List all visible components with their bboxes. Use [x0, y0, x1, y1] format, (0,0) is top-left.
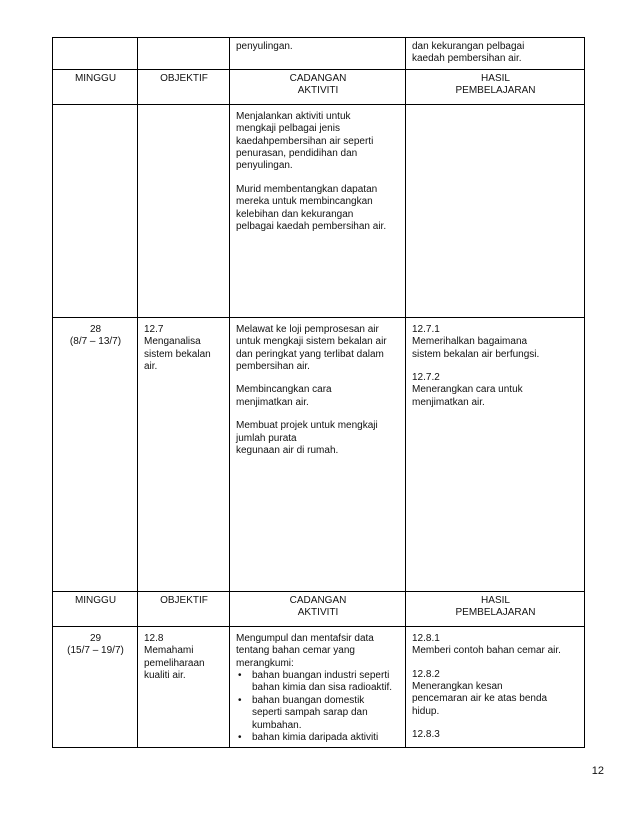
- bullet-icon: •: [238, 694, 242, 706]
- page-number: 12: [591, 765, 604, 777]
- header-cadangan-aktiviti: [230, 591, 406, 626]
- outcome-code: 12.8.1: [412, 632, 440, 644]
- lesson-plan-table: [52, 37, 585, 748]
- cell-objective: [138, 626, 230, 748]
- cell-week: [53, 104, 138, 317]
- header-label: MINGGU: [74, 72, 117, 84]
- week-number: 28: [89, 323, 102, 335]
- cell-objective: [138, 317, 230, 591]
- cell-activity: [230, 38, 406, 70]
- cell-empty: [138, 38, 230, 70]
- cell-empty: [53, 38, 138, 70]
- outcome-text: Menerangkan kesan pencemaran air ke atas benda hidup.: [412, 681, 548, 717]
- header-objektif: [138, 69, 230, 104]
- pollutant-list: [236, 670, 400, 744]
- header-label: CADANGAN AKTIVITI: [289, 594, 347, 619]
- activity-paragraph: Membincangkan cara menjimatkan air.: [236, 384, 332, 408]
- activity-intro: Mengumpul dan mentafsir data tentang bahan cemar yang merangkumi:: [236, 632, 374, 669]
- cell-outcome: [406, 104, 585, 317]
- list-item-text: bahan buangan domestik seperti sampah sarap dan kumbahan.: [252, 694, 368, 731]
- cell-outcome: [406, 626, 585, 748]
- activity-paragraph: Menjalankan aktiviti untuk mengkaji pelbagai jenis kaedahpembersihan air seperti penurasan, pendidihan dan penyulingan.: [236, 110, 374, 172]
- cell-activity: [230, 626, 406, 748]
- outcome-text: Memberi contoh bahan cemar air.: [412, 645, 561, 657]
- objective-code: 12.7: [144, 323, 164, 335]
- outcome-code: 12.8.3: [412, 729, 440, 741]
- objective-text: Memahami pemeliharaan kualiti air.: [144, 645, 205, 682]
- list-item: [236, 732, 400, 744]
- header-hasil-pembelajaran: [406, 591, 585, 626]
- list-item-text: bahan buangan industri seperti bahan kimia dan sisa radioaktif.: [252, 670, 393, 694]
- cell-objective: [138, 104, 230, 317]
- bullet-icon: •: [238, 670, 242, 682]
- objective-code: 12.8: [144, 632, 164, 644]
- header-label: MINGGU: [74, 594, 117, 606]
- bullet-icon: •: [238, 732, 242, 744]
- list-item: [236, 695, 400, 732]
- activity-paragraph: Melawat ke loji pemprosesan air untuk mengkaji sistem bekalan air dan peringkat yang terlibat dalam pembersihan air.: [236, 323, 387, 373]
- outcome-code: 12.7.1: [412, 323, 440, 335]
- cell-week: [53, 626, 138, 748]
- week-dates: (8/7 – 13/7): [69, 336, 122, 348]
- header-label: HASIL PEMBELAJARAN: [455, 594, 536, 619]
- header-label: CADANGAN AKTIVITI: [289, 72, 347, 97]
- cell-outcome: [406, 317, 585, 591]
- table-row-continuation: [53, 38, 585, 70]
- cell-week: [53, 317, 138, 591]
- cell-activity: [230, 104, 406, 317]
- header-minggu: [53, 591, 138, 626]
- objective-text: Menganalisa sistem bekalan air.: [144, 336, 211, 373]
- table-header-row: [53, 591, 585, 626]
- activity-paragraph: Murid membentangkan dapatan mereka untuk membincangkan kelebihan dan kekurangan pelbagai kaedah pembersihan air.: [236, 183, 387, 233]
- activity-paragraph: Membuat projek untuk mengkaji jumlah purata kegunaan air di rumah.: [236, 420, 378, 457]
- activity-text: penyulingan.: [236, 41, 293, 52]
- header-label: OBJEKTIF: [160, 72, 208, 84]
- header-label: HASIL PEMBELAJARAN: [455, 72, 536, 97]
- outcome-text: Memerihalkan bagaimana sistem bekalan air berfungsi.: [412, 336, 540, 360]
- header-label: OBJEKTIF: [160, 594, 208, 606]
- list-item: [236, 670, 400, 695]
- list-item-text: bahan kimia daripada aktiviti: [252, 732, 379, 744]
- cell-activity: [230, 317, 406, 591]
- table-row-week-28: [53, 317, 585, 591]
- header-objektif: [138, 591, 230, 626]
- outcome-code: 12.7.2: [412, 372, 440, 384]
- table-header-row: [53, 69, 585, 104]
- header-hasil-pembelajaran: [406, 69, 585, 104]
- outcome-text: Menerangkan cara untuk menjimatkan air.: [412, 384, 523, 408]
- header-minggu: [53, 69, 138, 104]
- table-row: [53, 104, 585, 317]
- header-cadangan-aktiviti: [230, 69, 406, 104]
- cell-outcome: [406, 38, 585, 70]
- week-number: 29: [89, 632, 102, 644]
- table-row-week-29: [53, 626, 585, 748]
- outcome-code: 12.8.2: [412, 668, 440, 680]
- outcome-text: dan kekurangan pelbagai kaedah pembersihan air.: [412, 41, 525, 65]
- week-dates: (15/7 – 19/7): [67, 645, 124, 657]
